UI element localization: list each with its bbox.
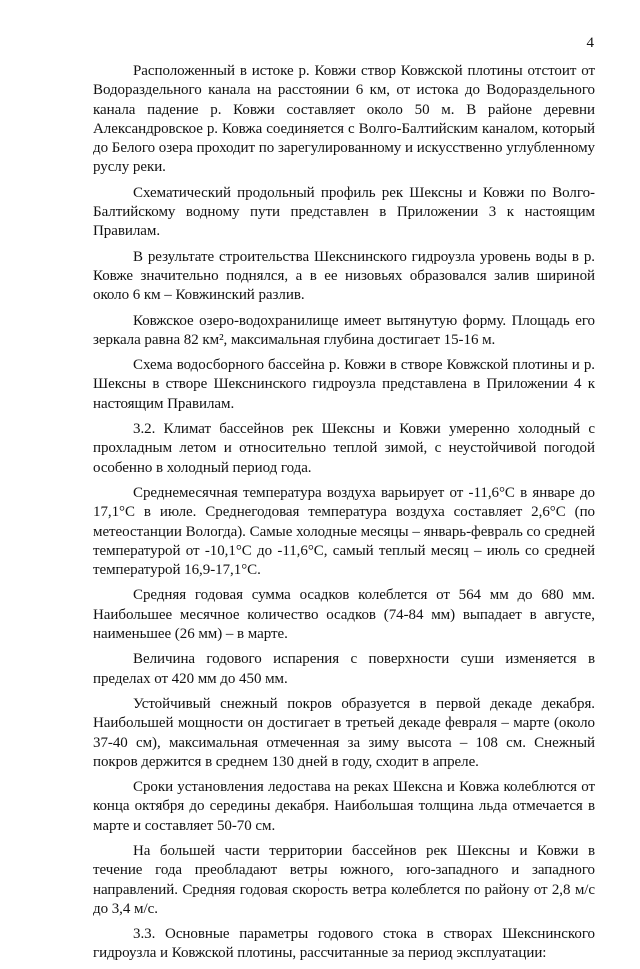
paragraph-evaporation: Величина годового испарения с поверхности суши изменяется в пределах от 420 мм до 450 мм. — [93, 651, 595, 687]
document-body — [93, 62, 595, 969]
paragraph-precipitation: Средняя годовая сумма осадков колеблется от 564 мм до 680 мм. Наибольшее месячное количество осадков (74-84 мм) выпадает в августе, наименьшее (26 мм) – в марте. — [93, 587, 595, 643]
paragraph-schematic-profile: Схематический продольный профиль рек Шексны и Ковжи по Волго-Балтийскому водному пути представлен в Приложении 3 к настоящим Правилам. — [93, 184, 595, 240]
paragraph-water-level-rise: В результате строительства Шекснинского гидроузла уровень воды в р. Ковже значительно поднялся, а в ее низовьях образовался залив шириной около 6 км – Ковжинский разлив. — [93, 248, 595, 304]
paragraph-ice-cover: Сроки установления ледостава на реках Шексна и Ковжа колеблются от конца октября до середины декабря. Наибольшая толщина льда отмечается в марте и составляет 50-70 см. — [93, 779, 595, 834]
paragraph-basin-scheme: Схема водосборного бассейна р. Ковжи в створе Ковжской плотины и р. Шексны в створе Шекснинского гидроузла представлена в Приложении 4 к настоящим Правилам. — [93, 357, 595, 412]
paragraph-climate-section: 3.2. Климат бассейнов рек Шексны и Ковжи умеренно холодный с прохладным летом и относительно теплой зимой, с неустойчивой погодой особенно в холодный период года. — [93, 421, 595, 476]
paragraph-runoff-parameters: 3.3. Основные параметры годового стока в створах Шекснинского гидроузла и Ковжской плотины, рассчитанные за период эксплуатации: — [93, 926, 595, 962]
paragraph-kovzha-dam-location: Расположенный в истоке р. Ковжи створ Ковжской плотины отстоит от Водораздельного канала на расстоянии 6 км, от истока до Водораздельного канала падение р. Ковжи составляет около 50 м. В районе деревни Александровское р. Ковжа соединяется с Волго-Балтийским каналом, который до Белого озера проходит по зарегулированному и искусственно углубленному руслу реки. — [93, 63, 595, 176]
paragraph-wind: На большей части территории бассейнов рек Шексны и Ковжи в течение года преобладают ветры южного, юго-западного и западного направлений. Средняя годовая скорость ветра колеблется по району от 2,8 м/с до 3,4 м/с. — [93, 842, 595, 917]
paragraph-air-temperature: Среднемесячная температура воздуха варьирует от -11,6°С в январе до 17,1°С в июле. Среднегодовая температура воздуха составляет 2,6°С (по метеостанции Вологда). Самые холодные месяцы – январь-февраль со средней температурой от -10,1°С до -11,6°С, самый теплый месяц – июль со средней температурой 16,9-17,1°С. — [93, 484, 595, 579]
paragraph-reservoir-shape: Ковжское озеро-водохранилище имеет вытянутую форму. Площадь его зеркала равна 82 км², максимальная глубина достигает 15-16 м. — [93, 312, 595, 348]
page-number: 4 — [586, 35, 594, 51]
paragraph-snow-cover: Устойчивый снежный покров образуется в первой декаде декабря. Наибольшей мощности он достигает в третьей декаде февраля – марте (около 37-40 см), максимальная отмеченная за зиму высота – 108 см. Снежный покров держится в среднем 130 дней в году, сходит в апреле. — [93, 695, 595, 770]
scan-mark — [318, 878, 319, 881]
